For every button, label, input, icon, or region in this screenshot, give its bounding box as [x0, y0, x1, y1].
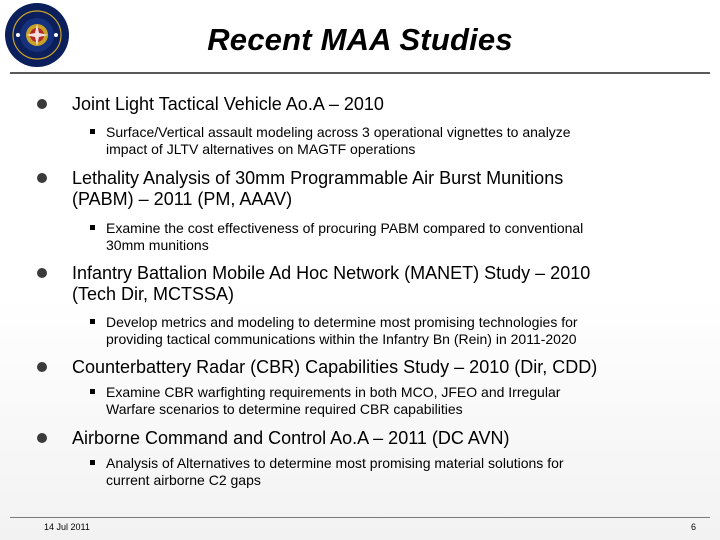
- bullet-icon: [37, 173, 47, 183]
- sub-item: Examine the cost effectiveness of procuring PABM compared to conventional 30mm munitions: [106, 220, 686, 254]
- square-bullet-icon: [90, 129, 95, 134]
- bullet-icon: [37, 99, 47, 109]
- item-heading: Lethality Analysis of 30mm Programmable Air Burst Munitions (PABM) – 2011 (PM, AAAV): [72, 168, 564, 209]
- bullet-icon: [37, 268, 47, 278]
- sub-item: Surface/Vertical assault modeling across 3 operational vignettes to analyze impact of JLTV alternatives on MAGTF operations: [106, 124, 686, 158]
- square-bullet-icon: [90, 460, 95, 465]
- bullet-icon: [37, 433, 47, 443]
- page-number: 6: [690, 522, 696, 532]
- square-bullet-icon: [90, 389, 95, 394]
- bullet-icon: [37, 362, 47, 372]
- sub-item: Develop metrics and modeling to determine most promising technologies for providing tactical communications within the Infantry Bn (Rein) in 2011-2020: [106, 314, 686, 348]
- title-divider: [10, 72, 710, 74]
- slide-title: Recent MAA Studies: [207, 22, 513, 57]
- sub-item: Analysis of Alternatives to determine most promising material solutions for current airborne C2 gaps: [106, 455, 686, 489]
- item-heading: Joint Light Tactical Vehicle Ao.A – 2010: [72, 94, 384, 114]
- item-heading: Counterbattery Radar (CBR) Capabilities Study – 2010 (Dir, CDD): [72, 357, 598, 377]
- square-bullet-icon: [90, 225, 95, 230]
- sub-item: Examine CBR warfighting requirements in both MCO, JFEO and Irregular Warfare scenarios to determine required CBR capabilities: [106, 384, 686, 418]
- item-heading: Airborne Command and Control Ao.A – 2011 (DC AVN): [72, 428, 510, 448]
- item-heading: Infantry Battalion Mobile Ad Hoc Network (MANET) Study – 2010 (Tech Dir, MCTSSA): [72, 263, 591, 304]
- square-bullet-icon: [90, 319, 95, 324]
- footer-date: 14 Jul 2011: [44, 522, 90, 532]
- footer-divider: [10, 517, 710, 518]
